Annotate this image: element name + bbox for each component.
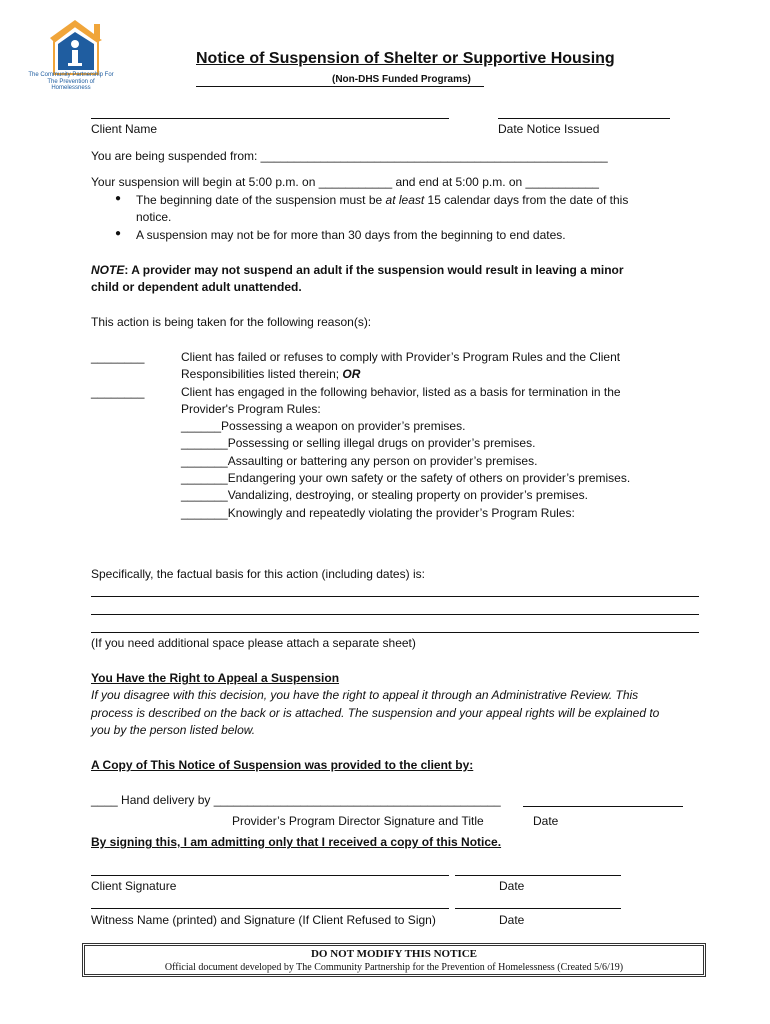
extra-space-note: (If you need additional space please attach a separate sheet) xyxy=(91,636,416,650)
footer-subtitle: Official document developed by The Community Partnership for the Prevention of Homelessness (Created 5/6/19) xyxy=(164,962,624,973)
client-signature-line[interactable] xyxy=(91,875,449,876)
witness-label: Witness Name (printed) and Signature (If Client Refused to Sign) xyxy=(91,913,436,927)
behavior-item[interactable]: _______Assaulting or battering any person on provider’s premises. xyxy=(181,454,538,468)
subtitle-underline xyxy=(196,86,484,87)
date-issued-label: Date Notice Issued xyxy=(498,122,600,136)
note-line: NOTE: A provider may not suspend an adult if the suspension would result in leaving a minor xyxy=(91,263,624,277)
client-name-label: Client Name xyxy=(91,122,158,136)
witness-signature-line[interactable] xyxy=(91,908,449,909)
director-date-line[interactable] xyxy=(523,806,683,807)
behavior-item[interactable]: ______Possessing a weapon on provider’s premises. xyxy=(181,419,466,433)
factual-basis-line[interactable] xyxy=(91,596,699,597)
note-line: child or dependent adult unattended. xyxy=(91,280,302,294)
client-signature-label: Client Signature xyxy=(91,879,177,893)
behavior-item[interactable]: _______Vandalizing, destroying, or stealing property on provider’s premises. xyxy=(181,488,588,502)
factual-basis-line[interactable] xyxy=(91,614,699,615)
suspended-from-line: You are being suspended from: ____________________________________________________ xyxy=(91,149,608,163)
factual-basis-line[interactable] xyxy=(91,632,699,633)
client-date-label: Date xyxy=(499,879,525,893)
witness-date-label: Date xyxy=(499,913,525,927)
page-title: Notice of Suspension of Shelter or Supportive Housing xyxy=(196,50,615,67)
reason-1-text: Client has failed or refuses to comply with Provider’s Program Rules and the Client xyxy=(181,350,621,364)
director-signature-label: Provider’s Program Director Signature and Title xyxy=(232,814,484,828)
organization-name: The Community Partnership For The Prevention of Homelessness xyxy=(28,72,114,91)
reason-1-text: Responsibilities listed therein; OR xyxy=(181,367,361,381)
house-logo-icon xyxy=(32,18,118,78)
bullet-item: A suspension may not be for more than 30 days from the beginning to end dates. xyxy=(136,228,566,242)
reason-1-checkbox-blank[interactable]: ________ xyxy=(91,350,145,364)
behavior-item[interactable]: _______Knowingly and repeatedly violating the provider’s Program Rules: xyxy=(181,506,575,520)
appeal-text: you by the person listed below. xyxy=(91,723,256,737)
client-name-line xyxy=(91,118,449,119)
behavior-item[interactable]: _______Endangering your own safety or the safety of others on provider’s premises. xyxy=(181,471,631,485)
suspension-dates-line: Your suspension will begin at 5:00 p.m. on ___________ and end at 5:00 p.m. on ___________ xyxy=(91,175,599,189)
behavior-item[interactable]: _______Possessing or selling illegal drugs on provider’s premises. xyxy=(181,436,536,450)
director-date-label: Date xyxy=(533,814,559,828)
appeal-heading: You Have the Right to Appeal a Suspension xyxy=(91,671,340,685)
client-date-line[interactable] xyxy=(455,875,621,876)
reason-intro: This action is being taken for the following reason(s): xyxy=(91,315,372,329)
reason-2-text: Client has engaged in the following behavior, listed as a basis for termination in the xyxy=(181,385,621,399)
reason-2-text: Provider's Program Rules: xyxy=(181,402,321,416)
witness-date-line[interactable] xyxy=(455,908,621,909)
hand-delivery-line[interactable]: ____ Hand delivery by ___________________________________________ xyxy=(91,793,501,807)
appeal-text: If you disagree with this decision, you have the right to appeal it through an Administrative Review. This xyxy=(91,688,639,702)
bullet-item: The beginning date of the suspension must be at least 15 calendar days from the date of this xyxy=(136,193,629,207)
page-subtitle: (Non-DHS Funded Programs) xyxy=(332,74,471,85)
copy-heading: A Copy of This Notice of Suspension was provided to the client by: xyxy=(91,758,474,772)
factual-basis-label: Specifically, the factual basis for this action (including dates) is: xyxy=(91,567,425,581)
reason-2-checkbox-blank[interactable]: ________ xyxy=(91,385,145,399)
footer-title: DO NOT MODIFY THIS NOTICE xyxy=(310,948,478,960)
date-issued-line xyxy=(498,118,670,119)
signing-statement: By signing this, I am admitting only that I received a copy of this Notice. xyxy=(91,835,502,849)
bullet-item-continuation: notice. xyxy=(136,210,172,224)
bullet-icon: ● xyxy=(115,228,122,239)
bullet-icon: ● xyxy=(115,193,122,204)
appeal-text: process is described on the back or is attached. The suspension and your appeal rights will be explained to xyxy=(91,706,660,720)
